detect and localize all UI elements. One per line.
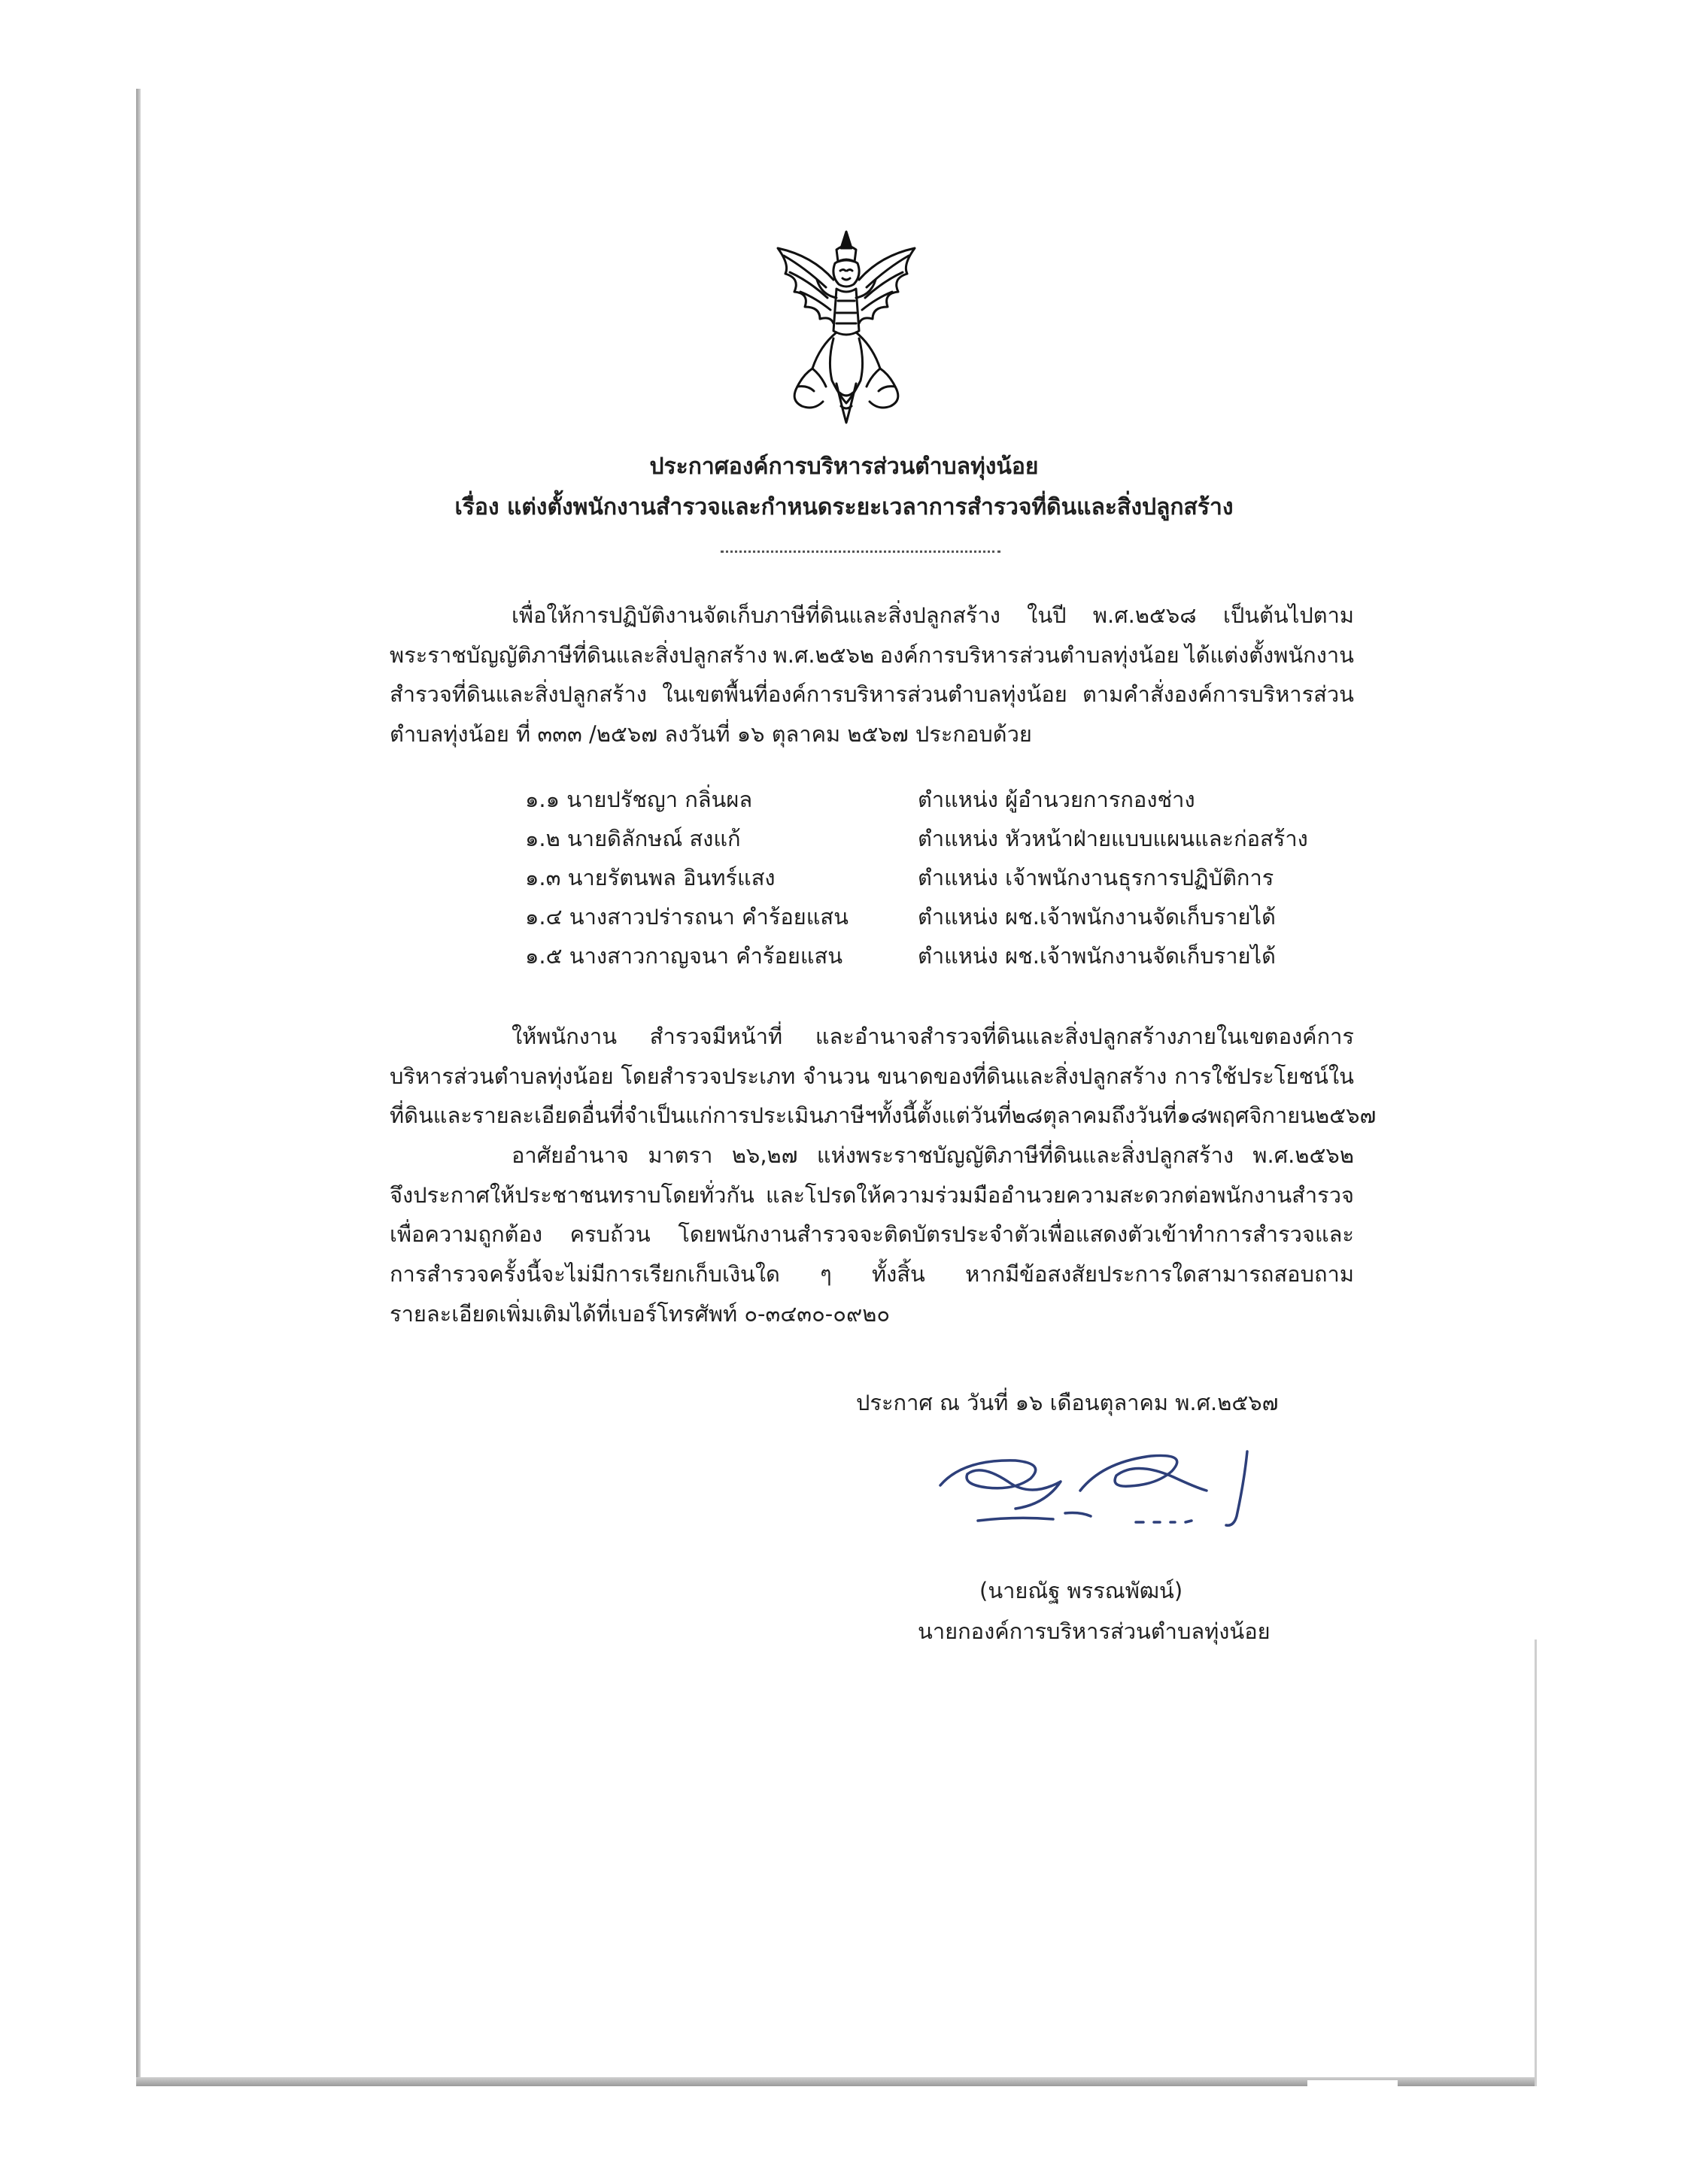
member-name: ๑.๓ นายรัตนพล อินทร์แสง	[525, 865, 776, 890]
member-name: ๑.๑ นายปรัชญา กลิ่นผล	[525, 787, 753, 812]
member-position: ตำแหน่ง ผช.เจ้าพนักงานจัดเก็บรายได้	[918, 943, 1276, 969]
para1-line2: พระราชบัญญัติภาษีที่ดินและสิ่งปลูกสร้าง พ.ศ.๒๕๖๒ องค์การบริหารส่วนตำบลทุ่งน้อย ได้แต่งตั้งพนักงาน	[390, 642, 1354, 668]
para3-line2: จึงประกาศให้ประชาชนทราบโดยทั่วกัน และโปรดให้ความร่วมมืออำนวยความสะดวกต่อพนักงานสำรวจ	[390, 1182, 1354, 1208]
member-position: ตำแหน่ง เจ้าพนักงานธุรการปฏิบัติการ	[918, 865, 1274, 890]
para1-line4: ตำบลทุ่งน้อย ที่ ๓๓๓ /๒๕๖๗ ลงวันที่ ๑๖ ตุลาคม ๒๕๖๗ ประกอบด้วย	[390, 721, 1032, 747]
para1-line3: สำรวจที่ดินและสิ่งปลูกสร้าง ในเขตพื้นที่องค์การบริหารส่วนตำบลทุ่งน้อย ตามคำสั่งองค์การบริหารส่วน	[390, 681, 1354, 707]
member-position: ตำแหน่ง หัวหน้าฝ่ายแบบแผนและก่อสร้าง	[918, 826, 1308, 851]
member-position: ตำแหน่ง ผู้อำนวยการกองช่าง	[918, 787, 1195, 812]
scan-edge-left	[136, 89, 141, 2085]
document-title-line1: ประกาศองค์การบริหารส่วนตำบลทุ่งน้อย	[649, 453, 1039, 480]
para3-line5: รายละเอียดเพิ่มเติมได้ที่เบอร์โทรศัพท์ ๐-๓๔๓๐-๐๙๒๐	[390, 1301, 891, 1327]
para2-line1: ให้พนักงาน สำรวจมีหน้าที่ และอำนาจสำรวจที่ดินและสิ่งปลูกสร้างภายในเขตองค์การ	[512, 1024, 1354, 1049]
para2-line2: บริหารส่วนตำบลทุ่งน้อย โดยสำรวจประเภท จำนวน ขนาดของที่ดินและสิ่งปลูกสร้าง การใช้ประโยชน์ใน	[390, 1063, 1354, 1089]
para3-line1: อาศัยอำนาจ มาตรา ๒๖,๒๗ แห่งพระราชบัญญัติภาษีที่ดินและสิ่งปลูกสร้าง พ.ศ.๒๕๖๒	[512, 1142, 1354, 1168]
para1-line1: เพื่อให้การปฏิบัติงานจัดเก็บภาษีที่ดินและสิ่งปลูกสร้าง ในปี พ.ศ.๒๕๖๘ เป็นต้นไปตาม	[512, 602, 1354, 628]
scan-edge-right	[1535, 1640, 1537, 2086]
signer-name: (นายณัฐ พรรณพัฒน์)	[979, 1578, 1183, 1603]
para2-line3: ที่ดินและรายละเอียดอื่นที่จำเป็นแก่การประเมินภาษีฯ ทั้งนี้ตั้งแต่วันที่ ๒๘ ตุลาคม ถึงวันที่ ๑๘ พฤศจิกายน ๒๕๖๗	[390, 1103, 1377, 1128]
garuda-emblem-icon	[767, 226, 925, 427]
signature-icon	[933, 1444, 1271, 1538]
para3-line4: การสำรวจครั้งนี้จะไม่มีการเรียกเก็บเงินใด ๆ ทั้งสิ้น หากมีข้อสงสัยประการใดสามารถสอบถาม	[390, 1261, 1354, 1287]
para3-line3: เพื่อความถูกต้อง ครบถ้วน โดยพนักงานสำรวจจะติดบัตรประจำตัวเพื่อแสดงตัวเข้าทำการสำรวจและ	[390, 1221, 1354, 1247]
member-name: ๑.๒ นายดิลักษณ์ สงแก้	[525, 826, 741, 851]
scan-edge-gap	[1307, 2080, 1398, 2086]
announcement-date: ประกาศ ณ วันที่ ๑๖ เดือนตุลาคม พ.ศ.๒๕๖๗	[856, 1390, 1279, 1415]
signer-title: นายกองค์การบริหารส่วนตำบลทุ่งน้อย	[918, 1618, 1271, 1644]
document-title-line2: เรื่อง แต่งตั้งพนักงานสำรวจและกำหนดระยะเวลาการสำรวจที่ดินและสิ่งปลูกสร้าง	[454, 494, 1234, 520]
title-separator-dots	[721, 551, 1000, 553]
member-name: ๑.๕ นางสาวกาญจนา คำร้อยแสน	[525, 943, 843, 969]
member-position: ตำแหน่ง ผช.เจ้าพนักงานจัดเก็บรายได้	[918, 904, 1276, 930]
member-name: ๑.๔ นางสาวปร่ารถนา คำร้อยแสน	[525, 904, 849, 930]
